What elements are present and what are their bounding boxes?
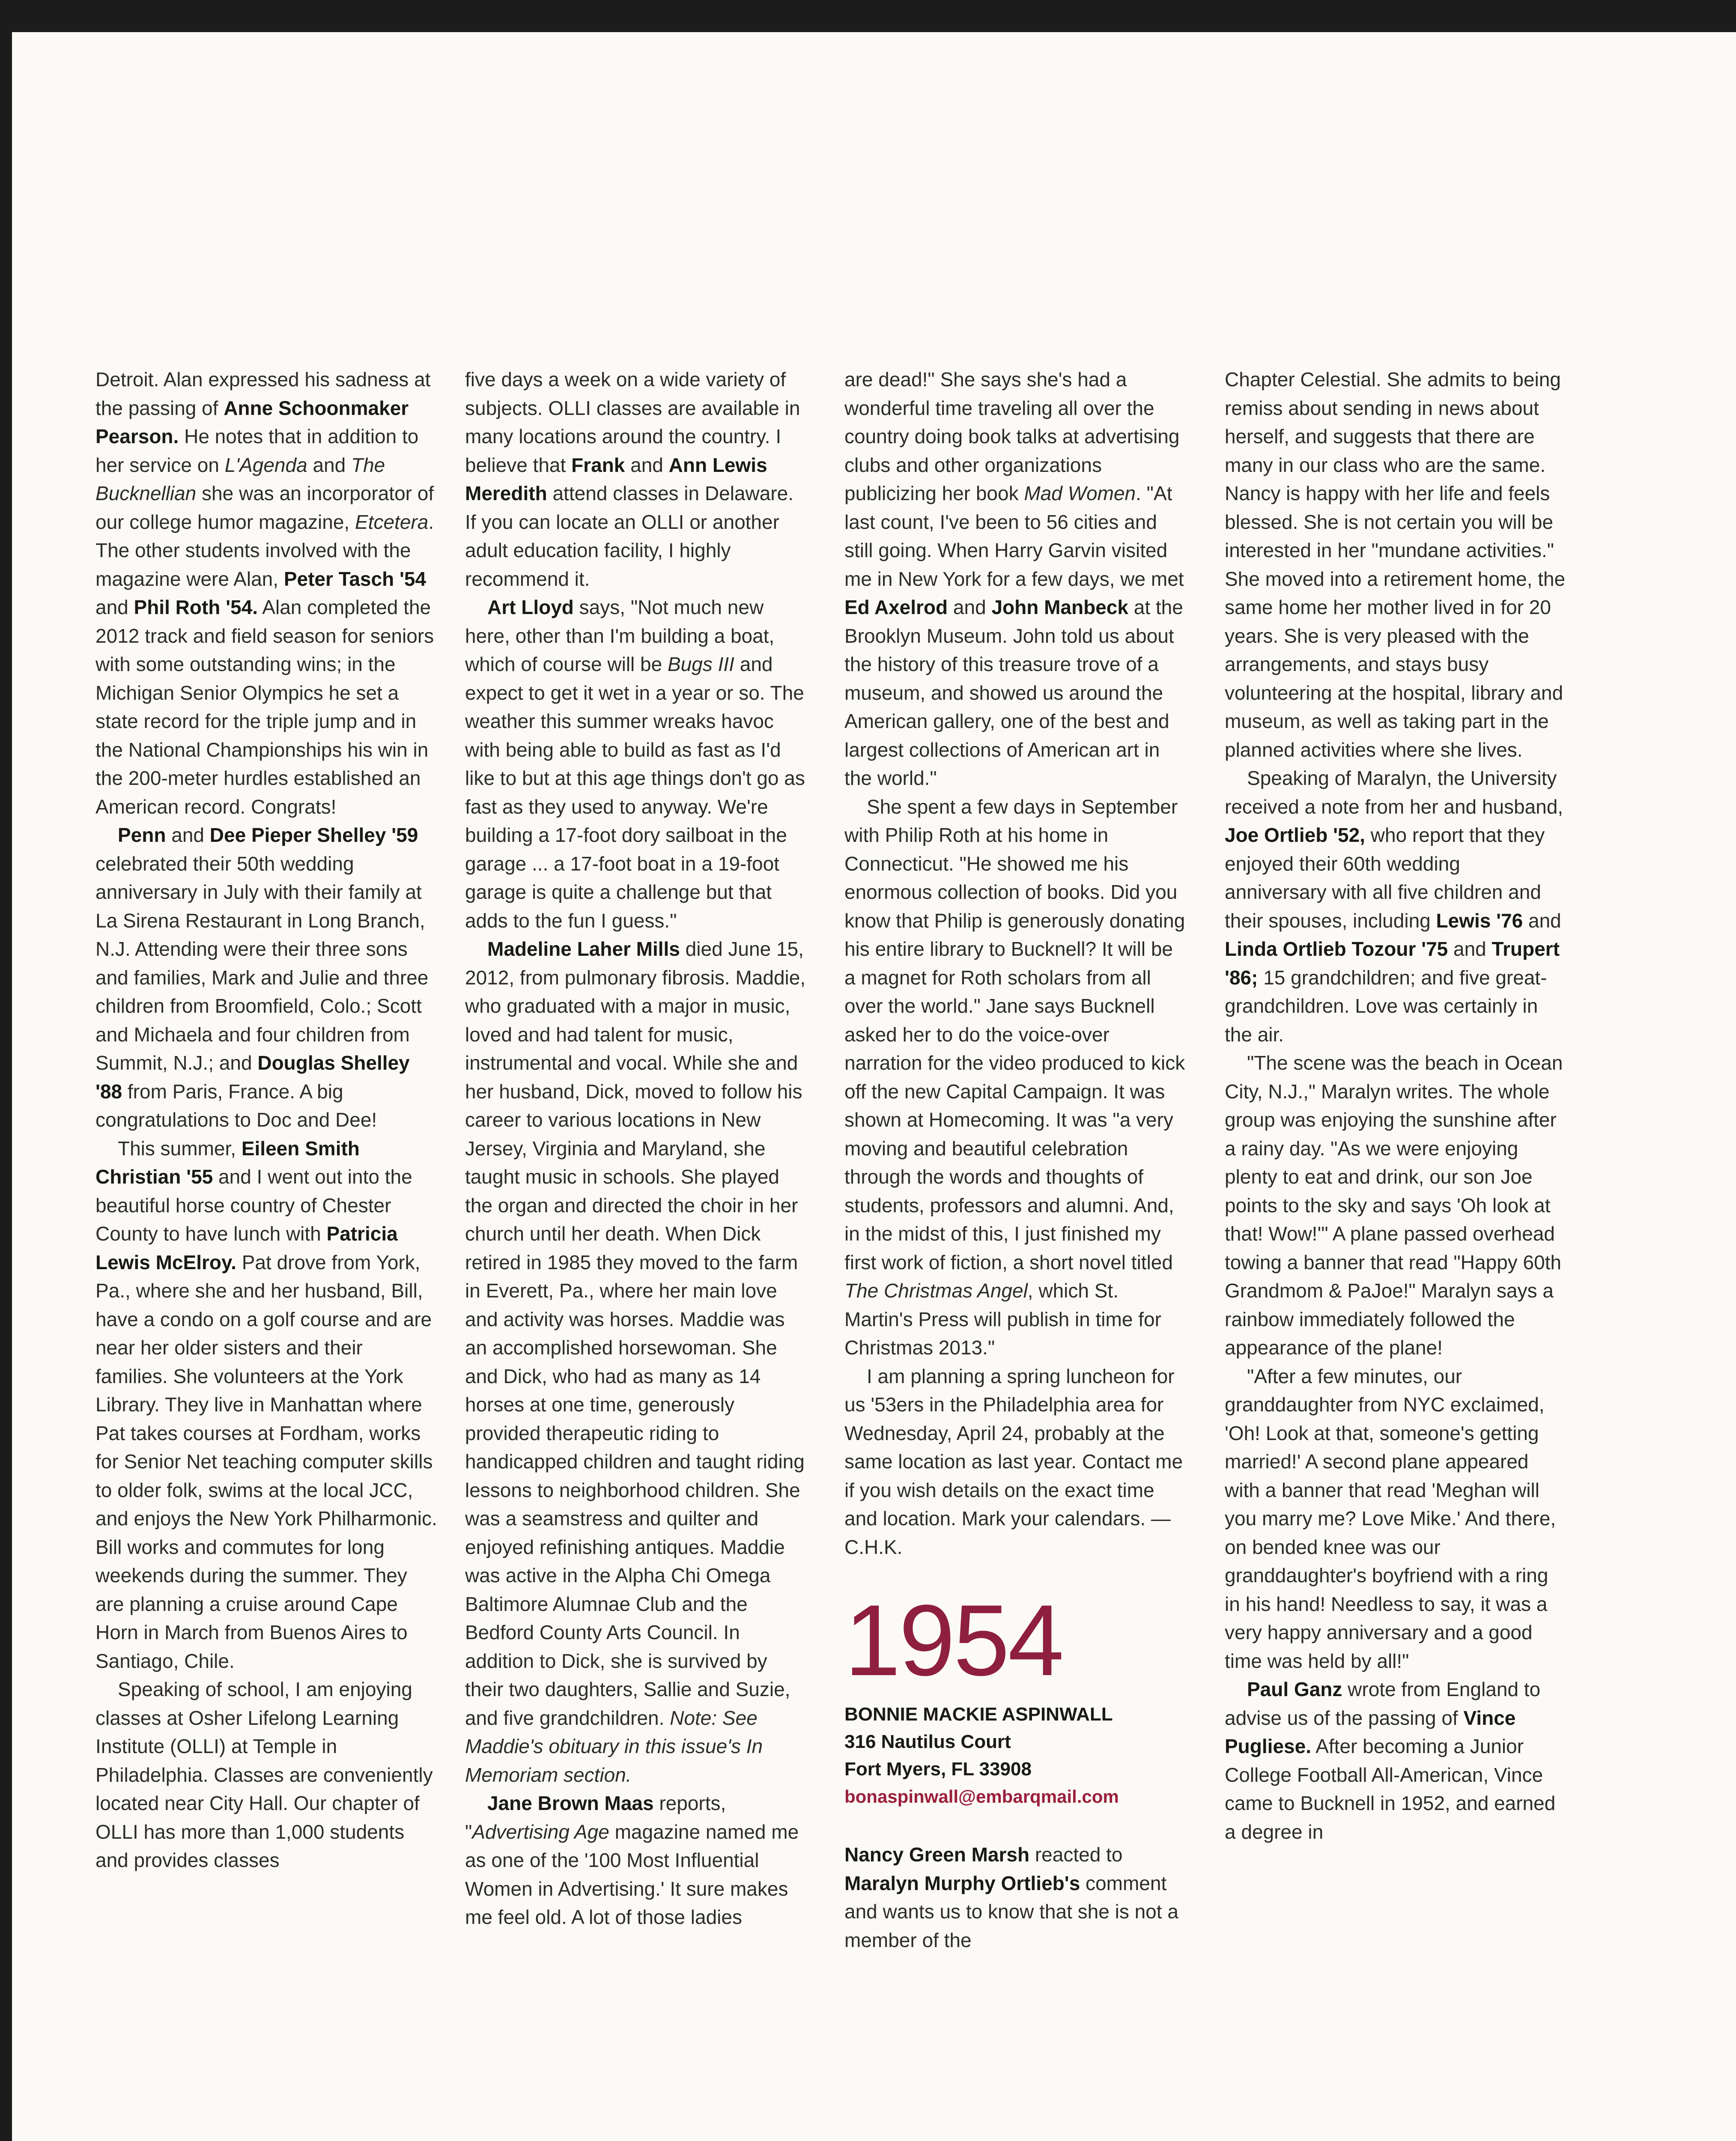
alumni-name: Paul Ganz — [1247, 1678, 1342, 1700]
text-run: magazine named me as one of the '100 Most Influential Women in Advertising.' It sure makes me feel old. A lot of those ladies — [465, 1820, 799, 1928]
text-run: After becoming a Junior College Football All-American, Vince came to Bucknell in 1952, and earned a degree in — [1225, 1735, 1556, 1843]
paragraph — [844, 1840, 1187, 1954]
text-run: celebrated their 50th wedding anniversary in July with their family at La Sirena Restaurant in Long Branch, N.J. Attending were their three sons and families, Mark and Julie and three children from Broomfield, Colo.; Scott and Michaela and four children from Summit, N.J.; and — [95, 852, 429, 1074]
text-run: from Paris, France. A big congratulations to Doc and Dee! — [95, 1080, 377, 1131]
class-secretary-contact — [844, 1701, 1187, 1810]
text-run: Detroit. Alan expressed his sadness at the passing of — [95, 368, 431, 419]
text-run: "The scene was the beach in Ocean City, N.J.," Maralyn writes. The whole group was enjoying the sunshine after a rainy day. "As we were enjoying plenty to eat and drink, our son Joe points to the sky and says 'Oh look at that! Wow!'" A plane passed overhead towing a banner that read "Happy 60th Grandmom & PaJoe!" Maralyn says a rainbow immediately followed the appearance of the plane! — [1225, 1052, 1563, 1359]
paragraph — [844, 793, 1187, 1362]
obituary-note: Note: See Maddie's obituary in this issue's In Memoriam section. — [465, 1706, 763, 1786]
text-run: comment and wants us to know that she is not a member of the — [844, 1872, 1178, 1951]
text-run: Speaking of school, I am enjoying classes at Osher Lifelong Learning Institute (OLLI) at Temple in Philadelphia. Classes are conveniently located near City Hall. Our chapter of OLLI has more than 1,000 students and provides classes — [95, 1678, 433, 1871]
text-run: Speaking of Maralyn, the University received a note from her and husband, — [1225, 767, 1563, 818]
alumni-name: Frank — [571, 453, 625, 476]
text-run: "After a few minutes, our granddaughter from NYC exclaimed, 'Oh! Look at that, someone's getting married!' A second plane appeared with a banner that read 'Meghan will you marry me? Love Mike.' And there, on bended knee was our granddaughter's boyfriend with a ring in his hand! Needless to say, it was a very happy anniversary and a good time was held by all!" — [1225, 1365, 1556, 1672]
paragraph — [1225, 365, 1567, 764]
text-run: This summer, — [118, 1137, 242, 1160]
text-run: , which St. Martin's Press will publish in time for Christmas 2013." — [844, 1279, 1161, 1359]
paragraph — [95, 821, 438, 1134]
paragraph — [1225, 764, 1567, 1049]
book-title: Mad Women — [1024, 482, 1136, 504]
text-run: Alan completed the 2012 track and field season for seniors with some outstanding wins; in the Michigan Senior Olympics he set a state record for the triple jump and in the National Championships his win in the 200-meter hurdles established an American record. Congrats! — [95, 596, 434, 818]
text-run: and — [948, 596, 992, 618]
alumni-name: Peter Tasch '54 — [283, 567, 427, 590]
class-year-heading: 1954 — [844, 1584, 1063, 1697]
paragraph — [1225, 1675, 1567, 1846]
alumni-name: Madeline Laher Mills — [487, 938, 680, 960]
text-run: died June 15, 2012, from pulmonary fibrosis. Maddie, who graduated with a major in music, loved and had talent for music, instrumental and vocal. While she and her husband, Dick, moved to follow his career to various locations in New Jersey, Virginia and Maryland, she taught music in schools. She played the organ and directed the choir in her church until her death. When Dick retired in 1985 they moved to the farm in Everett, Pa., where her main love and activity was horses. Maddie was an accomplished horsewoman. She and Dick, who had as many as 14 horses at one time, generously provided therapeutic riding to handicapped children and taught riding lessons to neighborhood children. She was a seamstress and quilter and enjoyed refinishing antiques. Maddie was active in the Alpha Chi Omega Baltimore Alumnae Club and the Bedford County Arts Council. In addition to Dick, she is survived by their two daughters, Sallie and Suzie, and five grandchildren. — [465, 938, 806, 1729]
magazine-page — [12, 32, 1736, 2141]
contact-city: Fort Myers, FL 33908 — [844, 1759, 1032, 1780]
text-run: and expect to get it wet in a year or so. The weather this summer wreaks havoc with being able to build as fast as I'd like to but at this age things don't go as fast as they used to anyway. We're building a 17-foot dory sailboat in the garage ... a 17-foot boat in a 19-foot garage is quite a challenge but that adds to the fun I guess." — [465, 653, 805, 932]
text-run: . The other students involved with the magazine were Alan, — [95, 510, 434, 590]
spacer — [844, 1810, 1187, 1840]
paragraph — [465, 593, 808, 935]
paragraph — [1225, 1362, 1567, 1676]
alumni-name: Anne Schoonmaker Pearson. — [95, 397, 409, 447]
alumni-name: Ann Lewis Meredith — [465, 453, 767, 504]
text-run: 15 grandchildren; and five great-grandchildren. Love was certainly in the air. — [1225, 966, 1547, 1046]
paragraph — [1225, 1049, 1567, 1362]
paragraph — [465, 1789, 808, 1932]
alumni-name: Penn — [118, 824, 166, 846]
text-run: and — [1523, 909, 1561, 932]
text-run: and — [625, 453, 669, 476]
text-run: reacted to — [1029, 1843, 1123, 1866]
alumni-name: Linda Ortlieb Tozour '75 — [1225, 938, 1448, 960]
contact-street: 316 Nautilus Court — [844, 1731, 1011, 1752]
text-run: wrote from England to advise us of the passing of — [1225, 1678, 1541, 1729]
contact-name: BONNIE MACKIE ASPINWALL — [844, 1704, 1113, 1725]
text-run: She spent a few days in September with Philip Roth at his home in Connecticut. "He showed me his enormous collection of books. Did you know that Philip is generously donating his entire library to Bucknell? It will be a magnet for Roth scholars from all over the world." Jane says Bucknell asked her to do the voice-over narration for the video produced to kick off the new Capital Campaign. It was shown at Homecoming. It was "a very moving and beautiful celebration through the words and thoughts of students, professors and alumni. And, in the midst of this, I just finished my first work of fiction, a short novel titled — [844, 795, 1185, 1273]
text-run: at the Brooklyn Museum. John told us about the history of this treasure trove of a museum, and showed us around the American gallery, one of the best and largest collections of American art in the world." — [844, 596, 1183, 789]
text-run: reports, " — [465, 1792, 726, 1843]
text-run: attend classes in Delaware. If you can locate an OLLI or another adult education facility, I highly recommend it. — [465, 482, 793, 590]
alumni-name: Vince Pugliese. — [1225, 1706, 1516, 1757]
text-run: He notes that in addition to her service on — [95, 425, 419, 476]
paragraph — [95, 365, 438, 821]
alumni-name: Phil Roth '54. — [134, 596, 258, 618]
publication-title: The Bucknellian — [95, 453, 385, 504]
text-column-4 — [1225, 365, 1567, 1846]
alumni-name: Art Lloyd — [487, 596, 574, 618]
text-run: . "At last count, I've been to 56 cities and still going. When Harry Garvin visited me in New York for a few days, we met — [844, 482, 1184, 590]
paragraph — [465, 935, 808, 1789]
alumni-name: Douglas Shelley '88 — [95, 1052, 410, 1103]
publication-title: L'Agenda — [224, 453, 307, 476]
alumni-name: Patricia Lewis McElroy. — [95, 1223, 398, 1273]
publication-title: Etcetera — [355, 510, 429, 533]
alumni-name: Nancy Green Marsh — [844, 1843, 1030, 1866]
alumni-name: Eileen Smith Christian '55 — [95, 1137, 360, 1188]
boat-name: Bugs III — [667, 653, 734, 675]
alumni-name: Trupert '86; — [1225, 938, 1560, 989]
paragraph — [95, 1675, 438, 1875]
text-run: and — [166, 824, 210, 846]
text-run: are dead!" She says she's had a wonderful time traveling all over the country doing book talks at advertising clubs and other organizations publicizing her book — [844, 368, 1180, 504]
alumni-name: John Manbeck — [991, 596, 1128, 618]
text-run: I am planning a spring luncheon for us '53ers in the Philadelphia area for Wednesday, April 24, probably at the same location as last year. Contact me if you wish details on the exact time and location. Mark your calendars. — C.H.K. — [844, 1365, 1183, 1558]
paragraph — [95, 1134, 438, 1676]
text-run: five days a week on a wide variety of subjects. OLLI classes are available in many locations around the country. I believe that — [465, 368, 800, 476]
publication-title: Advertising Age — [472, 1820, 609, 1843]
text-run: and I went out into the beautiful horse country of Chester County to have lunch with — [95, 1166, 412, 1245]
text-column-2 — [465, 365, 808, 1932]
text-run: she was an incorporator of our college humor magazine, — [95, 482, 434, 533]
contact-email-link[interactable]: bonaspinwall@embarqmail.com — [844, 1786, 1119, 1807]
text-run: and — [1448, 938, 1492, 960]
alumni-name: Joe Ortlieb '52, — [1225, 824, 1365, 846]
text-run: Pat drove from York, Pa., where she and her husband, Bill, have a condo on a golf course and are near her older sisters and their families. She volunteers at the York Library. They live in Manhattan where Pat takes courses at Fordham, works for Senior Net teaching computer skills to older folk, swims at the local JCC, and enjoys the New York Philharmonic. Bill works and commutes for long weekends during the summer. They are planning a cruise around Cape Horn in March from Buenos Aires to Santiago, Chile. — [95, 1251, 437, 1672]
paragraph — [465, 365, 808, 593]
text-column-3 — [844, 365, 1187, 1954]
alumni-name: Jane Brown Maas — [487, 1792, 654, 1814]
text-run: Chapter Celestial. She admits to being remiss about sending in news about herself, and suggests that there are many in our class who are the same. Nancy is happy with her life and feels blessed. She is not certain you will be interested in her "mundane activities." She moved into a retirement home, the same home her mother lived in for 20 years. She is very pleased with the arrangements, and stays busy volunteering at the hospital, library and museum, as well as taking part in the planned activities where she lives. — [1225, 368, 1566, 761]
text-run: and — [307, 453, 351, 476]
alumni-name: Lewis '76 — [1436, 909, 1523, 932]
alumni-name: Ed Axelrod — [844, 596, 948, 618]
text-column-1 — [95, 365, 438, 1875]
text-run: who report that they enjoyed their 60th wedding anniversary with all five children and their spouses, including — [1225, 824, 1545, 932]
paragraph — [844, 365, 1187, 793]
text-run: and — [95, 596, 134, 618]
alumni-name: Maralyn Murphy Ortlieb's — [844, 1872, 1080, 1894]
paragraph — [844, 1362, 1187, 1562]
book-title: The Christmas Angel — [844, 1279, 1028, 1302]
alumni-name: Dee Pieper Shelley '59 — [209, 824, 418, 846]
text-run: says, "Not much new here, other than I'm building a boat, which of course will be — [465, 596, 775, 675]
